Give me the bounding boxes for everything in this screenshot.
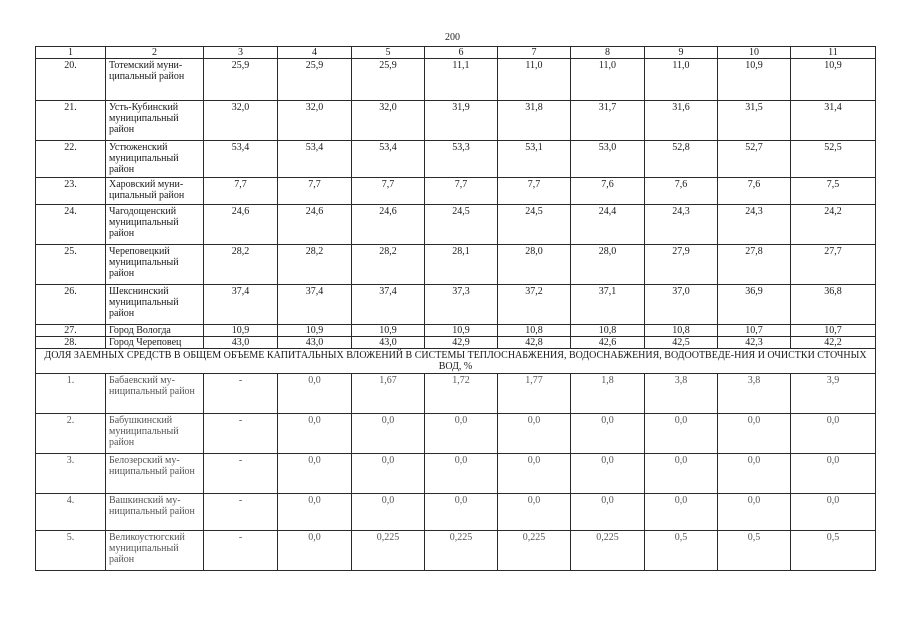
value-cell: 31,5 [718,101,791,141]
row-number: 2. [36,414,106,454]
value-cell: 10,9 [718,59,791,101]
value-cell: 53,4 [278,141,352,178]
value-cell: 42,9 [425,337,498,349]
column-header: 8 [571,47,645,59]
value-cell: 28,2 [278,245,352,285]
value-cell: 31,6 [645,101,718,141]
column-header: 5 [352,47,425,59]
value-cell: 24,6 [278,205,352,245]
value-cell: 37,4 [352,285,425,325]
value-cell: 0,0 [571,454,645,494]
value-cell: 1,8 [571,374,645,414]
value-cell: 37,1 [571,285,645,325]
district-name: Тотемский муни-ципальный район [106,59,204,101]
value-cell: 24,3 [718,205,791,245]
row-number: 25. [36,245,106,285]
table-row [36,245,876,285]
value-cell: 28,0 [498,245,571,285]
column-header: 11 [791,47,876,59]
column-header: 9 [645,47,718,59]
value-cell: 0,0 [278,454,352,494]
value-cell: 11,1 [425,59,498,101]
district-name: Устюженский муниципальный район [106,141,204,178]
value-cell: 28,2 [352,245,425,285]
value-cell: 1,77 [498,374,571,414]
table-row [36,141,876,178]
value-cell: 0,225 [571,531,645,571]
value-cell: 10,8 [498,325,571,337]
value-cell: 0,0 [425,454,498,494]
value-cell: 52,8 [645,141,718,178]
district-name: Великоустюгский муниципальный район [106,531,204,571]
column-header: 10 [718,47,791,59]
value-cell: 0,0 [352,414,425,454]
value-cell: 1,67 [352,374,425,414]
value-cell: 53,1 [498,141,571,178]
value-cell: 10,9 [791,59,876,101]
row-number: 27. [36,325,106,337]
table-row [36,101,876,141]
table-row [36,494,876,531]
value-cell: 0,0 [571,414,645,454]
value-cell: 36,9 [718,285,791,325]
value-cell: 7,7 [425,178,498,205]
value-cell: 0,0 [645,454,718,494]
value-cell: 7,6 [571,178,645,205]
district-name: Город Череповец [106,337,204,349]
value-cell: 37,4 [204,285,278,325]
row-number: 26. [36,285,106,325]
value-cell: 42,6 [571,337,645,349]
district-name: Харовский муни-ципальный район [106,178,204,205]
table-row [36,178,876,205]
table-row [36,454,876,494]
value-cell: 27,7 [791,245,876,285]
value-cell: 53,4 [352,141,425,178]
table-row [36,325,876,337]
value-cell: 0,5 [718,531,791,571]
value-cell: 25,9 [278,59,352,101]
value-cell: 43,0 [352,337,425,349]
value-cell: 24,6 [204,205,278,245]
value-cell: 24,4 [571,205,645,245]
district-name: Бабушкинский муниципальный район [106,414,204,454]
value-cell: 28,2 [204,245,278,285]
value-cell: 0,0 [718,454,791,494]
value-cell: 24,5 [425,205,498,245]
value-cell: 32,0 [278,101,352,141]
table-row [36,59,876,101]
page-number: 200 [445,32,460,43]
row-number: 24. [36,205,106,245]
value-cell: 36,8 [791,285,876,325]
value-cell: 24,6 [352,205,425,245]
value-cell: 42,8 [498,337,571,349]
value-cell: 28,1 [425,245,498,285]
column-header-row [36,47,876,59]
row-number: 4. [36,494,106,531]
value-cell: 0,0 [645,414,718,454]
value-cell: 0,0 [645,494,718,531]
value-cell: 0,0 [278,494,352,531]
value-cell: 10,9 [204,325,278,337]
value-cell: 24,2 [791,205,876,245]
data-table [35,46,876,571]
value-cell: 7,6 [645,178,718,205]
value-cell: 7,7 [278,178,352,205]
district-name: Шекснинский муниципальный район [106,285,204,325]
table-row [36,337,876,349]
value-cell: 0,0 [718,494,791,531]
row-number: 20. [36,59,106,101]
value-cell: 0,5 [791,531,876,571]
value-cell: 7,7 [352,178,425,205]
value-cell: 31,8 [498,101,571,141]
table-row [36,205,876,245]
value-cell: 0,0 [352,494,425,531]
district-name: Вашкинский му-ниципальный район [106,494,204,531]
value-cell: 53,0 [571,141,645,178]
column-header: 6 [425,47,498,59]
value-cell: 10,7 [791,325,876,337]
value-cell: 0,0 [791,454,876,494]
column-header: 1 [36,47,106,59]
row-number: 23. [36,178,106,205]
value-cell: 32,0 [204,101,278,141]
value-cell: 0,0 [278,414,352,454]
row-number: 21. [36,101,106,141]
value-cell: 37,0 [645,285,718,325]
row-number: 3. [36,454,106,494]
value-cell: - [204,454,278,494]
value-cell: 0,0 [425,414,498,454]
value-cell: 3,8 [645,374,718,414]
value-cell: 24,3 [645,205,718,245]
value-cell: 27,8 [718,245,791,285]
value-cell: 53,4 [204,141,278,178]
value-cell: - [204,374,278,414]
section-row [36,349,876,374]
value-cell: 25,9 [204,59,278,101]
value-cell: 3,9 [791,374,876,414]
value-cell: 37,3 [425,285,498,325]
value-cell: 0,225 [352,531,425,571]
value-cell: 24,5 [498,205,571,245]
value-cell: 1,72 [425,374,498,414]
value-cell: 37,4 [278,285,352,325]
value-cell: 0,0 [278,531,352,571]
table-row [36,285,876,325]
value-cell: 7,7 [498,178,571,205]
district-name: Бабаевский му-ниципальный район [106,374,204,414]
value-cell: 7,6 [718,178,791,205]
value-cell: 10,9 [425,325,498,337]
value-cell: 10,9 [352,325,425,337]
row-number: 1. [36,374,106,414]
district-name: Белозерский му-ниципальный район [106,454,204,494]
value-cell: 10,7 [718,325,791,337]
district-name: Чагодощенский муниципальный район [106,205,204,245]
value-cell: 11,0 [498,59,571,101]
value-cell: - [204,494,278,531]
value-cell: 52,5 [791,141,876,178]
value-cell: 52,7 [718,141,791,178]
row-number: 22. [36,141,106,178]
value-cell: 0,0 [498,454,571,494]
value-cell: 31,4 [791,101,876,141]
value-cell: 53,3 [425,141,498,178]
value-cell: 28,0 [571,245,645,285]
value-cell: 0,225 [425,531,498,571]
value-cell: 0,225 [498,531,571,571]
value-cell: 43,0 [278,337,352,349]
value-cell: 7,5 [791,178,876,205]
district-name: Город Вологда [106,325,204,337]
value-cell: 31,9 [425,101,498,141]
value-cell: 0,0 [352,454,425,494]
value-cell: 42,3 [718,337,791,349]
value-cell: 42,5 [645,337,718,349]
value-cell: 10,9 [278,325,352,337]
value-cell: 31,7 [571,101,645,141]
table-row [36,374,876,414]
district-name: Череповецкий муниципальный район [106,245,204,285]
value-cell: 11,0 [571,59,645,101]
value-cell: 32,0 [352,101,425,141]
table-row [36,531,876,571]
value-cell: 25,9 [352,59,425,101]
value-cell: 10,8 [645,325,718,337]
value-cell: 42,2 [791,337,876,349]
value-cell: 43,0 [204,337,278,349]
row-number: 5. [36,531,106,571]
value-cell: 0,0 [425,494,498,531]
value-cell: 10,8 [571,325,645,337]
value-cell: 11,0 [645,59,718,101]
column-header: 2 [106,47,204,59]
table-row [36,414,876,454]
value-cell: - [204,414,278,454]
value-cell: 37,2 [498,285,571,325]
section-title: ДОЛЯ ЗАЕМНЫХ СРЕДСТВ В ОБЩЕМ ОБЪЕМЕ КАПИТАЛЬНЫХ ВЛОЖЕНИЙ В СИСТЕМЫ ТЕПЛОСНАБЖЕНИЯ, ВОДОСНАБЖЕНИЯ, ВОДООТВЕДЕ-НИЯ И ОЧИСТКИ СТОЧНЫХ ВОД, % [36,349,876,374]
column-header: 4 [278,47,352,59]
value-cell: 0,0 [571,494,645,531]
value-cell: 0,0 [498,494,571,531]
value-cell: 0,0 [791,414,876,454]
column-header: 7 [498,47,571,59]
value-cell: 7,7 [204,178,278,205]
value-cell: 27,9 [645,245,718,285]
value-cell: - [204,531,278,571]
district-name: Усть-Кубинский муниципальный район [106,101,204,141]
value-cell: 0,0 [278,374,352,414]
value-cell: 3,8 [718,374,791,414]
value-cell: 0,0 [718,414,791,454]
value-cell: 0,5 [645,531,718,571]
row-number: 28. [36,337,106,349]
value-cell: 0,0 [498,414,571,454]
value-cell: 0,0 [791,494,876,531]
column-header: 3 [204,47,278,59]
